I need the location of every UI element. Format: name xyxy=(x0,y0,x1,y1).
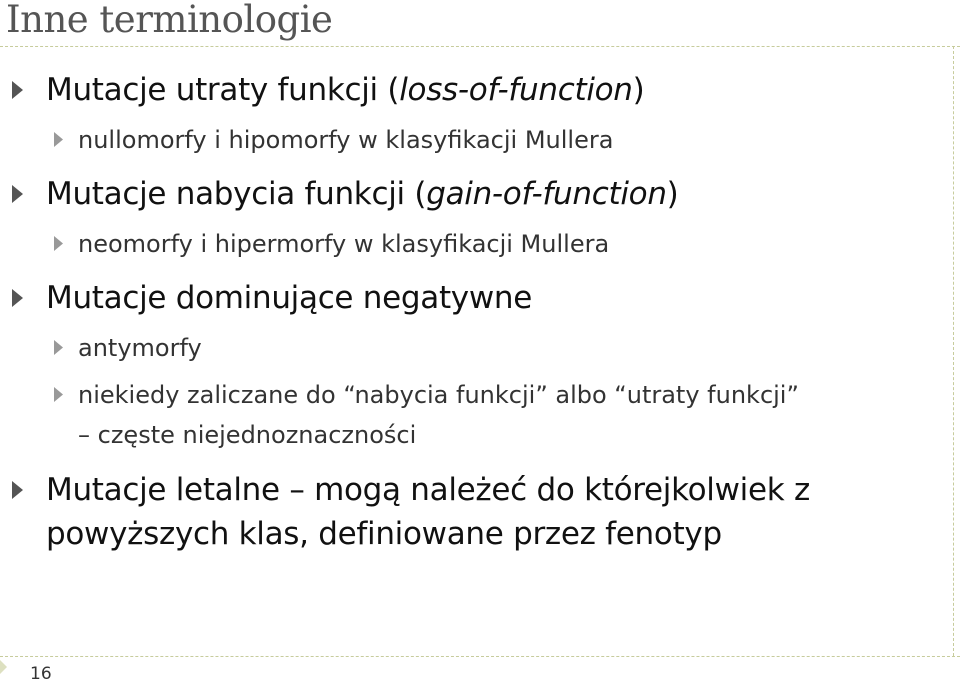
footer-triangle-icon xyxy=(0,660,7,674)
slide-title: Inne terminologie xyxy=(6,0,333,41)
item-text-line-1: Mutacje letalne – mogą należeć do którejkolwiek z xyxy=(46,472,810,508)
page-number: 16 xyxy=(30,664,52,684)
bullet-item-loss-of-function xyxy=(46,68,644,112)
item-text: Mutacje utraty funkcji (loss-of-function) xyxy=(46,72,645,108)
item-text-line-1: niekiedy zaliczane do “nabycia funkcji” albo “utraty funkcji” xyxy=(78,381,799,409)
triangle-bullet-icon xyxy=(12,81,23,99)
sub-item-nullomorfy xyxy=(78,120,613,160)
right-border xyxy=(953,46,954,656)
triangle-bullet-icon xyxy=(12,185,23,203)
item-text-line-2: – częste niejednoznaczności xyxy=(78,421,417,449)
item-text: Mutacje dominujące negatywne xyxy=(46,280,533,316)
item-text: neomorfy i hipermorfy w klasyfikacji Mullera xyxy=(78,230,610,258)
bullet-item-gain-of-function xyxy=(46,172,678,216)
item-text: antymorfy xyxy=(78,334,202,362)
triangle-bullet-icon xyxy=(54,132,63,147)
sub-item-niekiedy xyxy=(78,375,799,455)
triangle-bullet-icon xyxy=(12,289,23,307)
item-text-emphasis: gain-of-function xyxy=(426,176,667,212)
item-text: Mutacje nabycia funkcji (gain-of-function) xyxy=(46,176,679,212)
triangle-bullet-icon xyxy=(54,387,63,402)
sub-item-antymorfy xyxy=(78,328,202,368)
bullet-item-dominant-negative xyxy=(46,276,532,320)
item-text: nullomorfy i hipomorfy w klasyfikacji Mullera xyxy=(78,126,614,154)
bullet-item-lethal xyxy=(46,468,810,556)
item-text-emphasis: loss-of-function xyxy=(399,72,633,108)
item-text-line-2: powyższych klas, definiowane przez fenotyp xyxy=(46,516,722,552)
triangle-bullet-icon xyxy=(12,481,23,499)
title-divider xyxy=(0,46,960,47)
sub-item-neomorfy xyxy=(78,224,609,264)
footer-divider xyxy=(0,656,960,657)
triangle-bullet-icon xyxy=(54,340,63,355)
triangle-bullet-icon xyxy=(54,236,63,251)
